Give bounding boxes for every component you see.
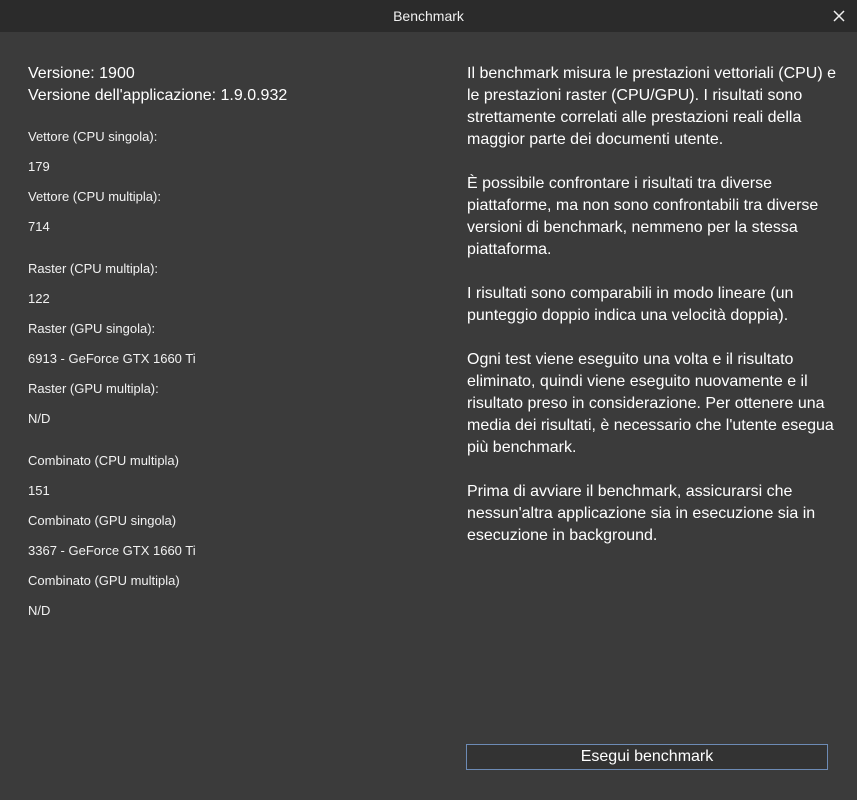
result-value-raster-gpu-single: 6913 - GeForce GTX 1660 Ti: [28, 351, 196, 366]
results-panel: [28, 63, 428, 618]
description-paragraph: È possibile confrontare i risultati tra diverse piattaforme, ma non sono confrontabili tra diverse versioni di benchmark, nemmeno per la stessa piattaforma.: [467, 175, 819, 258]
title-bar: [0, 0, 857, 32]
result-value-combined-cpu-multi: 151: [28, 483, 50, 498]
result-label-vector-cpu-single: Vettore (CPU singola):: [28, 129, 158, 144]
result-label-raster-cpu-multi: Raster (CPU multipla):: [28, 261, 159, 276]
description-panel: [467, 63, 837, 569]
run-benchmark-button[interactable]: Esegui benchmark: [466, 744, 828, 770]
app-version-text: Versione dell'applicazione: 1.9.0.932: [28, 87, 288, 104]
result-value-vector-cpu-single: 179: [28, 159, 50, 174]
version-text: Versione: 1900: [28, 65, 135, 82]
close-icon: [833, 10, 845, 22]
description-paragraph: Ogni test viene eseguito una volta e il risultato eliminato, quindi viene eseguito nuovamente e il risultato preso in considerazione. Per ottenere una media dei risultati, è necessario che l'utente esegua più benchmark.: [467, 351, 834, 456]
result-label-combined-cpu-multi: Combinato (CPU multipla): [28, 453, 179, 468]
result-value-combined-gpu-multi: N/D: [28, 603, 51, 618]
description-paragraph: I risultati sono comparabili in modo lineare (un punteggio doppio indica una velocità doppia).: [467, 285, 794, 324]
result-label-raster-gpu-single: Raster (GPU singola):: [28, 321, 156, 336]
description-paragraph: Il benchmark misura le prestazioni vettoriali (CPU) e le prestazioni raster (CPU/GPU). I risultati sono strettamente correlati alle prestazioni reali della maggior parte dei documenti utente.: [467, 65, 837, 148]
result-value-raster-cpu-multi: 122: [28, 291, 50, 306]
result-label-vector-cpu-multi: Vettore (CPU multipla):: [28, 189, 161, 204]
result-label-combined-gpu-single: Combinato (GPU singola): [28, 513, 177, 528]
result-value-raster-gpu-multi: N/D: [28, 411, 51, 426]
result-value-vector-cpu-multi: 714: [28, 219, 50, 234]
result-label-raster-gpu-multi: Raster (GPU multipla):: [28, 381, 159, 396]
description-paragraph: Prima di avviare il benchmark, assicurarsi che nessun'altra applicazione sia in esecuzione sia in esecuzione in background.: [467, 483, 816, 544]
window-title: Benchmark: [393, 8, 464, 24]
close-button[interactable]: [827, 4, 851, 28]
result-value-combined-gpu-single: 3367 - GeForce GTX 1660 Ti: [28, 543, 196, 558]
result-label-combined-gpu-multi: Combinato (GPU multipla): [28, 573, 180, 588]
